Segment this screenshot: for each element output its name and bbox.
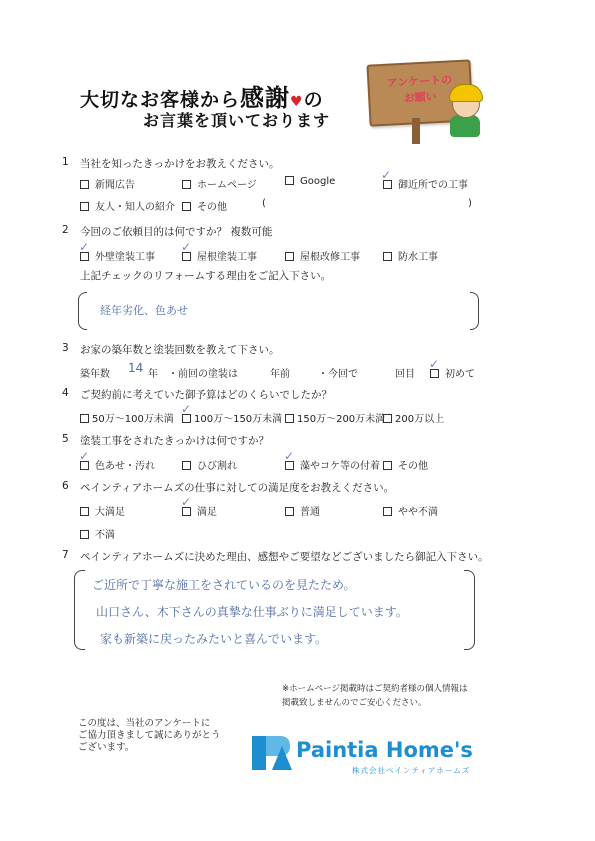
q6-option-dissatisfied[interactable]: 不満	[80, 526, 115, 541]
q7-answer-line[interactable]: ご近所で丁寧な施工をされているのを見たため。	[92, 578, 356, 592]
checkbox[interactable]	[182, 461, 191, 470]
answer-bracket-left	[74, 570, 85, 650]
q5-option-cracks[interactable]: ひび割れ	[182, 457, 237, 472]
q3-age-value[interactable]: 14	[128, 361, 144, 375]
header-title-line2: お言葉を頂いております	[143, 111, 331, 130]
q3-times-label: 回目	[395, 369, 415, 380]
header-title-kansha: 感謝	[240, 83, 291, 112]
q5-text: 塗装工事をされたきっかけは何ですか？	[80, 435, 269, 447]
q4-number: 4	[62, 387, 69, 399]
q2-option-roof-repair[interactable]: 屋根改修工事	[285, 248, 360, 263]
check-mark-icon: ✓	[284, 449, 295, 463]
q5-option-moss[interactable]: 藻やコケ等の付着	[285, 457, 380, 472]
privacy-note-line2: 掲載致しませんのでご安心ください。	[282, 698, 427, 708]
worker-body-icon	[450, 115, 480, 137]
q2-option-waterproof[interactable]: 防水工事	[383, 248, 438, 263]
sign-line2: お願い	[403, 90, 438, 105]
checkbox[interactable]	[80, 202, 89, 211]
check-mark-icon: ✓	[79, 240, 90, 254]
answer-bracket-left	[78, 292, 87, 330]
q3-text: お家の築年数と塗装回数を教えて下さい。	[80, 344, 280, 356]
q5-option-fading[interactable]: 色あせ・汚れ	[80, 457, 155, 472]
checkbox[interactable]	[285, 252, 294, 261]
q4-option-200-plus[interactable]: 200万以上	[383, 410, 444, 425]
checkbox[interactable]	[182, 180, 191, 189]
q2-option-roof-paint[interactable]: 屋根塗装工事	[182, 248, 257, 263]
q3-prev-label: ・前回の塗装は	[168, 369, 238, 380]
q3-age-label: 築年数	[80, 369, 110, 380]
thanks-line1: この度は、当社のアンケートに	[78, 718, 211, 729]
checkbox[interactable]	[383, 252, 392, 261]
checkbox[interactable]	[285, 176, 294, 185]
q3-first-time[interactable]: 初めて	[430, 365, 475, 380]
q2-reason-answer[interactable]: 経年劣化、色あせ	[100, 304, 188, 317]
privacy-note-line1: ※ホームページ掲載時はご契約者様の個人情報は	[282, 684, 468, 694]
q6-option-normal[interactable]: 普通	[285, 503, 320, 518]
q1-other-open: (	[262, 198, 266, 209]
q1-other-close: )	[468, 198, 472, 209]
answer-bracket-right	[464, 570, 475, 650]
q2-text: 今回のご依頼目的は何ですか？ 複数可能	[80, 226, 273, 238]
q2-number: 2	[62, 224, 69, 236]
q3-count-label: ・今回で	[318, 369, 358, 380]
q6-option-somewhat-dissatisfied[interactable]: やや不満	[383, 503, 438, 518]
checkbox[interactable]	[383, 507, 392, 516]
q6-number: 6	[62, 480, 69, 492]
q5-number: 5	[62, 433, 69, 445]
checkbox[interactable]	[285, 414, 294, 423]
q1-option-neighborhood[interactable]: 御近所での工事	[383, 176, 468, 191]
q4-option-50-100[interactable]: 50万〜100万未満	[80, 410, 174, 425]
check-mark-icon: ✓	[79, 449, 90, 463]
q4-option-100-150[interactable]: 100万〜150万未満	[182, 410, 282, 425]
sign-line1: アンケートの	[386, 73, 453, 90]
checkbox[interactable]	[383, 414, 392, 423]
checkbox[interactable]	[383, 461, 392, 470]
check-mark-icon: ✓	[381, 168, 392, 182]
answer-bracket-right	[470, 292, 479, 330]
thanks-line3: ございます。	[78, 742, 135, 753]
q1-option-other[interactable]: その他	[182, 198, 227, 213]
q7-answer-line[interactable]: 家も新築に戻ったみたいと喜んでいます。	[100, 632, 328, 646]
q6-option-very-satisfied[interactable]: 大満足	[80, 503, 125, 518]
q2-reason-prompt: 上記チェックのリフォームする理由をご記入下さい。	[80, 270, 332, 282]
q1-option-newspaper[interactable]: 新聞広告	[80, 176, 135, 191]
thanks-message	[78, 718, 221, 754]
checkbox[interactable]	[80, 530, 89, 539]
q1-text: 当社を知ったきっかけをお教えください。	[80, 158, 280, 170]
check-mark-icon: ✓	[181, 240, 192, 254]
q7-number: 7	[62, 549, 69, 561]
q2-option-exterior-wall[interactable]: 外壁塗装工事	[80, 248, 155, 263]
header-title-a: 大切なお客様から	[80, 89, 241, 111]
hard-hat-icon	[449, 84, 483, 102]
header-title-c: の	[303, 89, 324, 111]
q1-option-friend[interactable]: 友人・知人の紹介	[80, 198, 175, 213]
checkbox[interactable]	[182, 202, 191, 211]
privacy-note	[282, 682, 467, 710]
paintia-logo-icon	[250, 732, 294, 772]
thanks-line2: ご協力頂きまして誠にありがとう	[78, 730, 221, 741]
q1-number: 1	[62, 156, 69, 168]
q3-year-label: 年	[148, 369, 158, 380]
checkbox[interactable]	[80, 414, 89, 423]
checkbox[interactable]	[80, 180, 89, 189]
q7-text: ペインティアホームズに決めた理由、感想やご要望などございましたら御記入下さい。	[80, 551, 489, 563]
q4-option-150-200[interactable]: 150万〜200万未満	[285, 410, 385, 425]
sign-post	[412, 118, 420, 144]
check-mark-icon: ✓	[181, 495, 192, 509]
q7-answer-line[interactable]: 山口さん、木下さんの真摯な仕事ぶりに満足しています。	[96, 605, 408, 619]
logo-subtitle: 株式会社ペインティアホームズ	[352, 766, 471, 775]
logo-name: Paintia Home's	[296, 738, 473, 762]
heart-icon: ♥	[290, 94, 304, 110]
q1-option-google[interactable]: Google	[285, 176, 335, 187]
checkbox[interactable]	[80, 507, 89, 516]
q4-text: ご契約前に考えていた御予算はどのくらいでしたか？	[80, 389, 332, 401]
q3-number: 3	[62, 342, 69, 354]
q1-option-homepage[interactable]: ホームページ	[182, 176, 257, 191]
q5-option-other[interactable]: その他	[383, 457, 428, 472]
q6-option-satisfied[interactable]: 満足	[182, 503, 217, 518]
check-mark-icon: ✓	[181, 402, 192, 416]
check-mark-icon: ✓	[429, 357, 440, 371]
q6-text: ペインティアホームズの仕事に対しての満足度をお教えください。	[80, 482, 395, 494]
checkbox[interactable]	[285, 507, 294, 516]
q3-prev-year-label: 年前	[270, 369, 290, 380]
